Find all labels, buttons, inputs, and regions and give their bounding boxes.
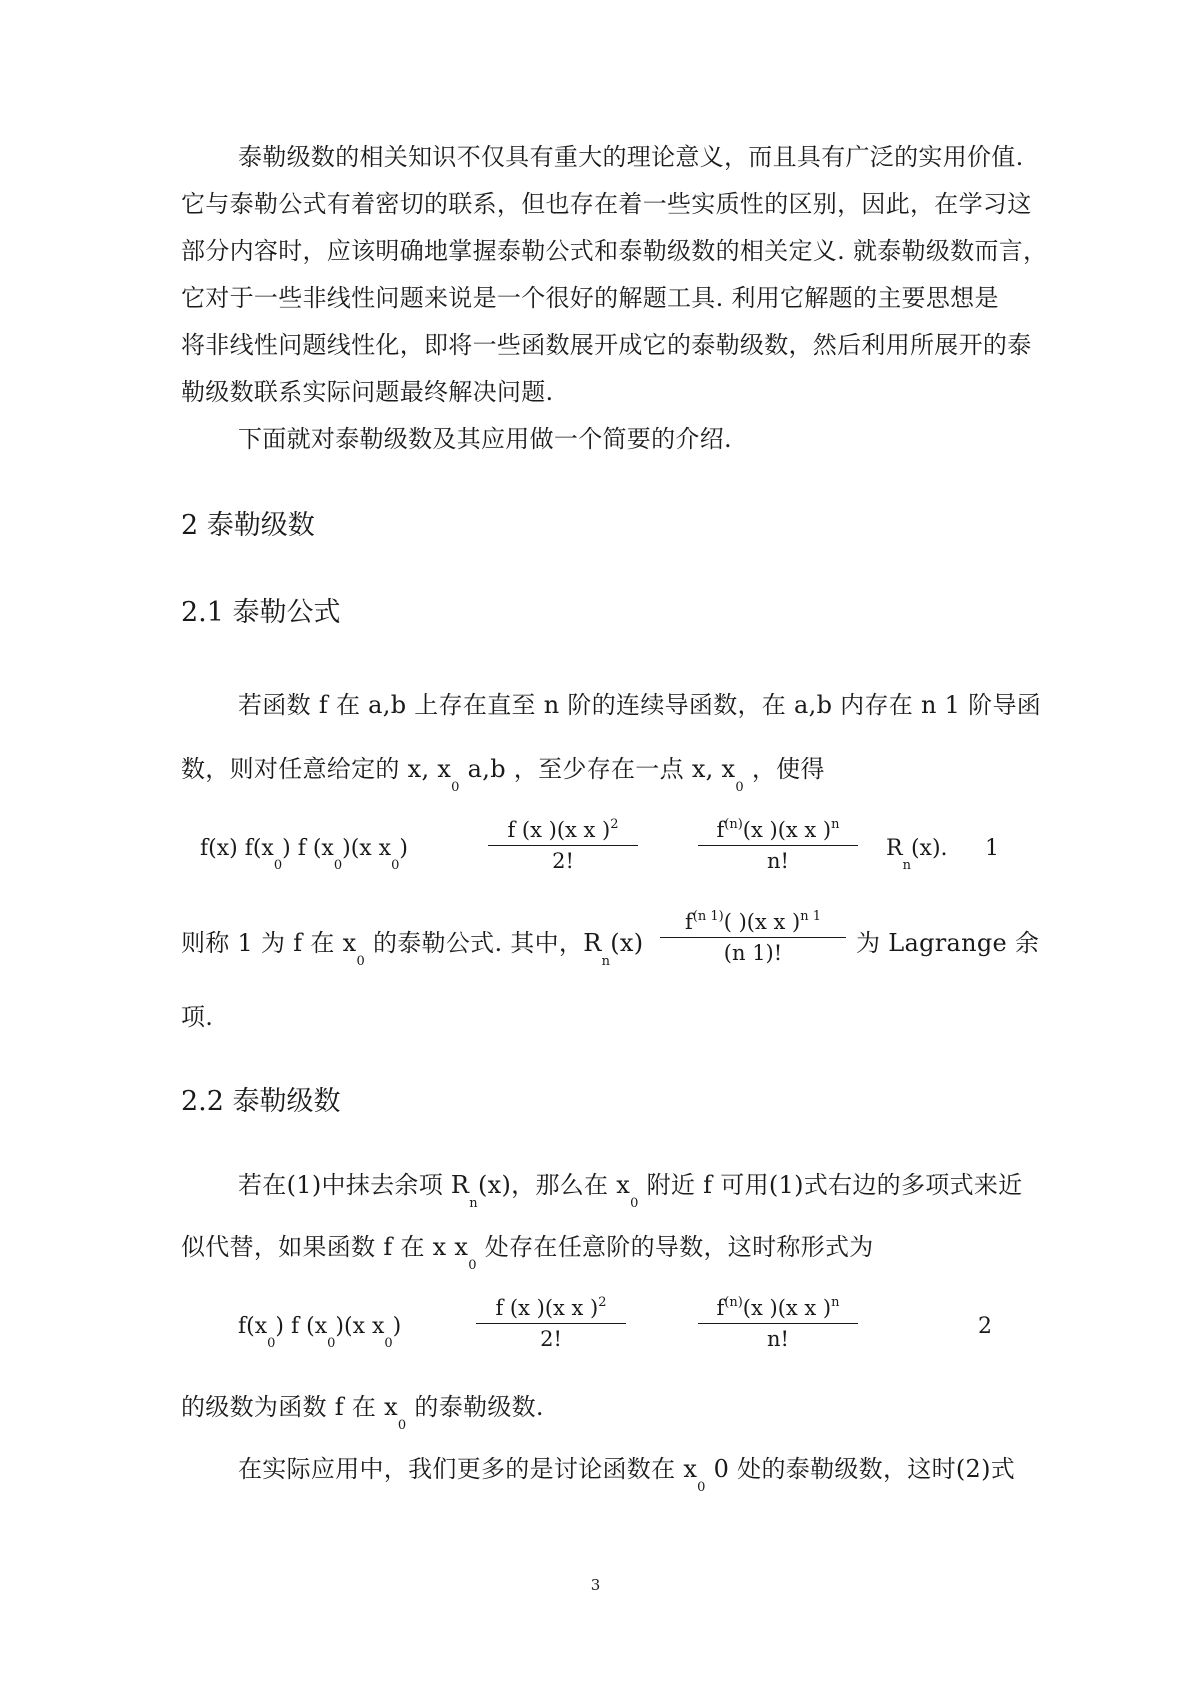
series-term-2-fraction: f (x )(x x )$^2$ 2!	[476, 1296, 626, 1351]
intro-summary: 下面就对泰勒级数及其应用做一个简要的介绍.	[238, 425, 732, 453]
series-line-1: 若在(1)中抹去余项 $R_n(x)$，那么在 $x_0$ 附近 f 可用(1)式右边的多项式来近	[238, 1171, 1023, 1211]
taylor-term-n-fraction: $f^{(n)}(x$ )(x x )$^n$ n!	[698, 818, 858, 873]
taylor-remainder: $R_n(x)$.	[886, 836, 948, 873]
taylor-formula-lhs: f(x) $f(x_0)$ f $(x_0)(x$ $x_0$)	[200, 836, 408, 873]
series-line-3: 的级数为函数 f 在 $x_0$ 的泰勒级数.	[181, 1393, 544, 1433]
intro-line-4: 它对于一些非线性问题来说是一个很好的解题工具. 利用它解题的主要思想是	[181, 284, 999, 312]
lagrange-remainder-fraction: $f^{(n 1)}$( )(x x )$^{n 1}$ (n 1)!	[660, 910, 846, 965]
intro-line-6: 勒级数联系实际问题最终解决问题.	[181, 378, 554, 406]
section-2-1-title: 2.1 泰勒公式	[181, 597, 341, 628]
section-2-2-title: 2.2 泰勒级数	[181, 1086, 341, 1117]
section-2-title: 2 泰勒级数	[181, 510, 315, 541]
page-number: 3	[590, 1576, 601, 1594]
taylor-term-2-fraction: f (x )(x x )$^2$ 2!	[488, 818, 638, 873]
lagrange-suffix: 为 Lagrange 余	[856, 929, 1040, 957]
equation-number-2: 2	[978, 1314, 992, 1339]
series-line-2: 似代替，如果函数 f 在 x $x_0$ 处存在任意阶的导数，这时称形式为	[181, 1233, 874, 1273]
intro-line-5: 将非线性问题线性化，即将一些函数展开成它的泰勒级数，然后利用所展开的泰	[181, 331, 1032, 359]
equation-number-1: 1	[985, 836, 999, 861]
lagrange-line-2: 项.	[181, 1003, 214, 1031]
series-term-n-fraction: $f^{(n)}(x$ )(x x )$^n$ n!	[698, 1296, 858, 1351]
intro-line-2: 它与泰勒公式有着密切的联系，但也存在着一些实质性的区别，因此，在学习这	[181, 190, 1032, 218]
intro-line-1: 泰勒级数的相关知识不仅具有重大的理论意义，而且具有广泛的实用价值.	[238, 143, 1024, 171]
taylor-series-lhs: $f(x_0)$ f $(x_0)(x$ $x_0$)	[238, 1314, 402, 1351]
theorem-line-1: 若函数 f 在 a,b 上存在直至 n 阶的连续导函数，在 a,b 内存在 n 1 阶导函	[238, 691, 1042, 719]
theorem-line-2: 数，则对任意给定的 x, $x_0$ a,b ，至少存在一点 x, $x_0$ ，使得	[181, 755, 825, 795]
series-line-4: 在实际应用中，我们更多的是讨论函数在 $x_0$ 0 处的泰勒级数，这时(2)式	[238, 1455, 1016, 1495]
lagrange-line: 则称 1 为 f 在 $x_0$ 的泰勒公式. 其中，$R_n(x)$	[181, 929, 644, 969]
intro-line-3: 部分内容时，应该明确地掌握泰勒公式和泰勒级数的相关定义. 就泰勒级数而言，	[181, 237, 1048, 265]
